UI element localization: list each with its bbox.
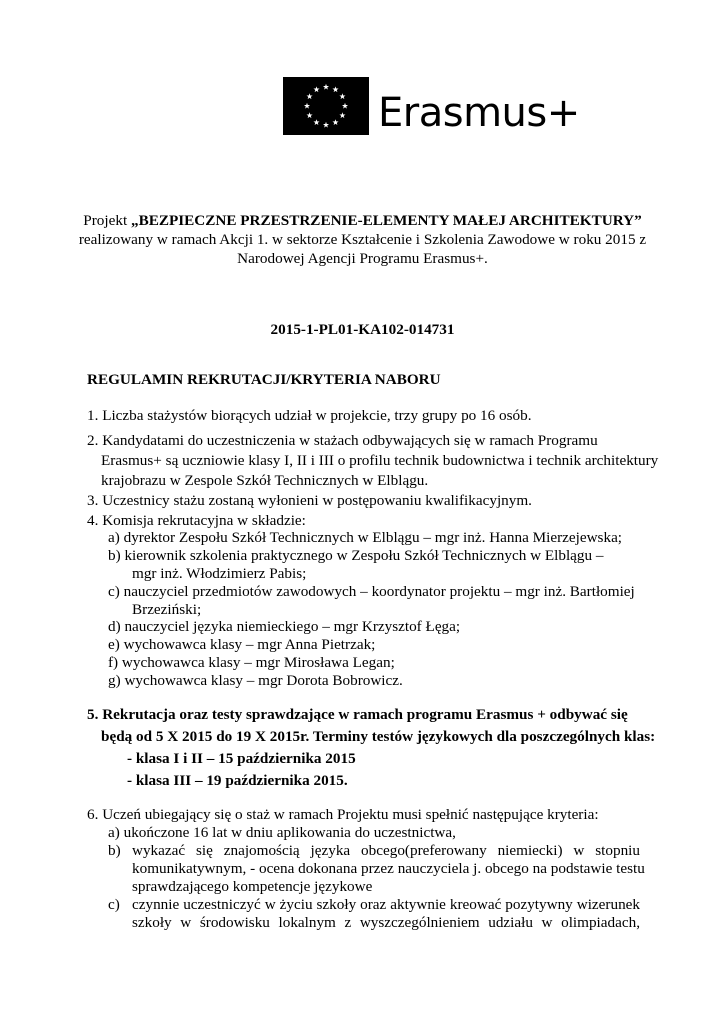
item-4g: g) wychowawca klasy – mgr Dorota Bobrowicz. [108,672,403,689]
project-code: 2015-1-PL01-KA102-014731 [270,321,455,338]
item-4f: f) wychowawca klasy – mgr Mirosława Legan; [108,654,395,671]
item-4a: a) dyrektor Zespołu Szkół Technicznych w Elblągu – mgr inż. Hanna Mierzejewska; [108,529,623,546]
eu-star-icon [332,119,338,125]
item-4c: c) nauczyciel przedmiotów zawodowych – koordynator projektu – mgr inż. Bartłomiej [108,583,635,600]
item-5-class-1-2: - klasa I i II – 15 października 2015 [127,750,356,767]
item-5-cont: będą od 5 X 2015 do 19 X 2015r. Terminy testów językowych dla poszczególnych klas: [101,728,656,745]
item-2-cont: Erasmus+ są uczniowie klasy I, II i III o profilu technik budownictwa i technik architektury [101,452,659,469]
item-4b: b) kierownik szkolenia praktycznego w Zespołu Szkół Technicznych w Elblągu – [108,547,604,564]
intro-rest: realizowany w ramach Akcji 1. w sektorze Kształcenie i Szkolenia Zawodowe w roku 2015 z Narodowej Agencji Programu Erasmus+. [78,231,647,267]
item-4d: d) nauczyciel języka niemieckiego – mgr Krzysztof Łęga; [108,618,461,635]
item-4e: e) wychowawca klasy – mgr Anna Pietrzak; [108,636,376,653]
eu-star-icon [307,112,313,118]
item-4b-cont: mgr inż. Włodzimierz Pabis; [132,565,307,582]
item-6b: wykazać się znajomością języka obcego(preferowany niemiecki) w stopniu [132,842,640,859]
item-6b-cont: sprawdzającego kompetencje językowe [132,878,373,895]
item-5: 5. Rekrutacja oraz testy sprawdzające w ramach programu Erasmus + odbywać się [87,706,628,723]
item-5-class-3: - klasa III – 19 października 2015. [127,772,348,789]
eu-stars [283,77,369,135]
eu-flag-icon [283,77,369,135]
eu-star-icon [323,122,329,128]
item-6b-label: b) [108,842,121,859]
eu-star-icon [313,119,319,125]
item-6: 6. Uczeń ubiegający się o staż w ramach Projektu musi spełnić następujące kryteria: [87,806,599,823]
item-6c-cont: szkoły w środowisku lokalnym z wyszczególnieniem udziału w olimpiadach, [132,914,640,931]
erasmus-brand: Erasmus+ [378,90,580,136]
item-6c-label: c) [108,896,120,913]
page-title: REGULAMIN REKRUTACJI/KRYTERIA NABORU [87,371,441,388]
eu-star-icon [339,112,345,118]
eu-star-icon [307,93,313,99]
item-6c: czynnie uczestniczyć w życiu szkoły oraz aktywnie kreować pozytywny wizerunek [132,896,640,913]
intro-prefix: Projekt [83,212,131,229]
eu-star-icon [339,93,345,99]
project-intro [60,211,665,268]
item-3: 3. Uczestnicy stażu zostaną wyłonieni w postępowaniu kwalifikacyjnym. [87,492,532,509]
item-6a: a) ukończone 16 lat w dniu aplikowania do uczestnictwa, [108,824,456,841]
item-6b-cont: komunikatywnym, - ocena dokonana przez nauczyciela j. obcego na podstawie testu [132,860,645,877]
project-name: „BEZPIECZNE PRZESTRZENIE-ELEMENTY MAŁEJ ARCHITEKTURY” [130,212,642,229]
item-2-cont: krajobrazu w Zespole Szkół Technicznych w Elblągu. [101,472,429,489]
eu-star-icon [323,84,329,90]
eu-star-icon [332,86,338,92]
item-1: 1. Liczba stażystów biorących udział w projekcie, trzy grupy po 16 osób. [87,407,532,424]
item-2: 2. Kandydatami do uczestniczenia w stażach odbywających się w ramach Programu [87,432,598,449]
eu-star-icon [342,103,348,109]
eu-star-icon [304,103,310,109]
item-4c-cont: Brzeziński; [132,601,202,618]
item-4: 4. Komisja rekrutacyjna w składzie: [87,512,306,529]
eu-star-icon [313,86,319,92]
